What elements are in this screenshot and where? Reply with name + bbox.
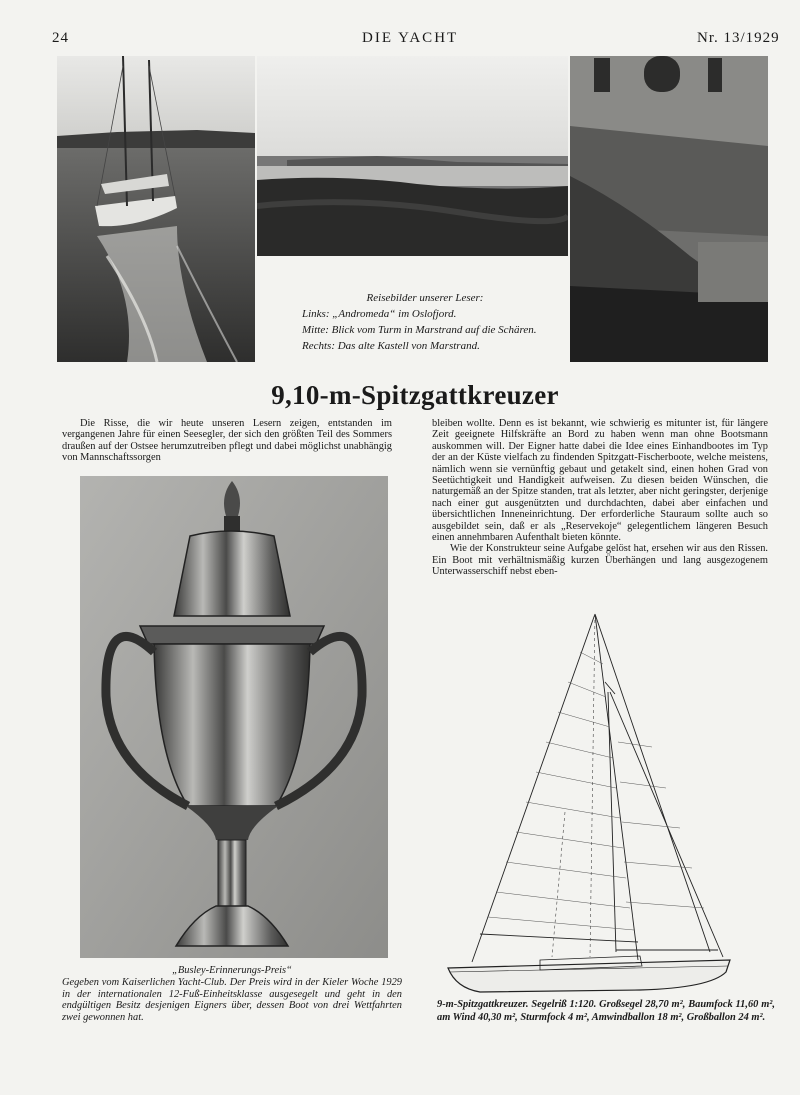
sail-plan-drawing	[440, 612, 740, 998]
photo-caption-middle: Mitte: Blick vom Turm in Marstrand auf die Schären.	[302, 324, 537, 336]
sail-plan-caption: 9-m-Spitzgattkreuzer. Segelriß 1:120. Großsegel 28,70 m², Baumfock 11,60 m², am Wind 40,30 m², Sturmfock 4 m², Amwindballon 18 m², Großballon 24 m².	[437, 999, 775, 1023]
photo-caption-right: Rechts: Das alte Kastell von Marstrand.	[302, 340, 480, 352]
page-number: 24	[52, 30, 69, 46]
photo-kastell	[570, 56, 768, 362]
photo-schaeren	[257, 56, 568, 256]
photo-caption	[280, 290, 570, 354]
article-right-column	[432, 418, 768, 578]
photo-caption-title: Reisebilder unserer Leser:	[366, 292, 484, 304]
issue-number: Nr. 13/1929	[697, 30, 780, 46]
photo-caption-left: Links: „Andromeda“ im Oslofjord.	[302, 308, 457, 320]
left-paragraph: Die Risse, die wir heute unseren Lesern zeigen, entstanden im vergangenen Jahre für einen Seesegler, der sich den größten Teil des Sommers draußen auf der Ostsee herumzutreiben pflegt und dabei möglichst unabhängig von Mannschaftssorgen	[62, 418, 392, 464]
article-title: 9,10-m-Spitzgattkreuzer	[271, 380, 559, 410]
photo-andromeda	[57, 56, 255, 362]
right-paragraph-1: bleiben wollte. Denn es ist bekannt, wie schwierig es mitunter ist, für längere Zeit geeignete Hilfskräfte an Bord zu haben wenn man ohne Bootsmann auskommen will. Der Eigner hatte dabei die Idee eines Einhandbootes im Typ der an der Küste vielfach zu findenden Spitzgatt-Fischerboote, welche meistens, nämlich wenn sie vernünftig gebaut und getakelt sind, einen hohen Grad von Seetüchtigkeit und Handigkeit aufweisen. Zu diesen beiden Wünschen, die naturgemäß an der Spitze standen, trat als letzter, aber nicht geringster, derjenige nach einer gut ausgenützten und durchdachten, dabei aber einfachen und übersichtlichen Inneneinrichtung. Der erforderliche Stauraum sollte auch so ausgebildet sein, daß er als „Reservekoje“ gelegentlichem längeren Besuch einen annehmbaren Aufenthalt bieten könnte.	[432, 418, 768, 544]
trophy-caption-body: Gegeben vom Kaiserlichen Yacht-Club. Der Preis wird in der Kieler Woche 1929 in der internationalen 12-Fuß-Einheitsklasse ausgesegelt und geht in den endgültigen Besitz desjenigen Eigners über, dessen Boot von drei Wettfahrten zwei gewonnen hat.	[62, 976, 402, 1024]
trophy-caption-title: „Busley-Erinnerungs-Preis“	[172, 965, 292, 976]
journal-title: DIE YACHT	[362, 30, 459, 46]
trophy-caption	[62, 965, 402, 1024]
right-paragraph-2: Wie der Konstrukteur seine Aufgabe gelöst hat, ersehen wir aus den Rissen. Ein Boot mit verhältnismäßig kurzen Überhängen und lang ausgezogenem Unterwasserschiff nebst eben-	[432, 543, 768, 578]
trophy-image	[80, 476, 388, 958]
article-left-column	[62, 418, 392, 464]
